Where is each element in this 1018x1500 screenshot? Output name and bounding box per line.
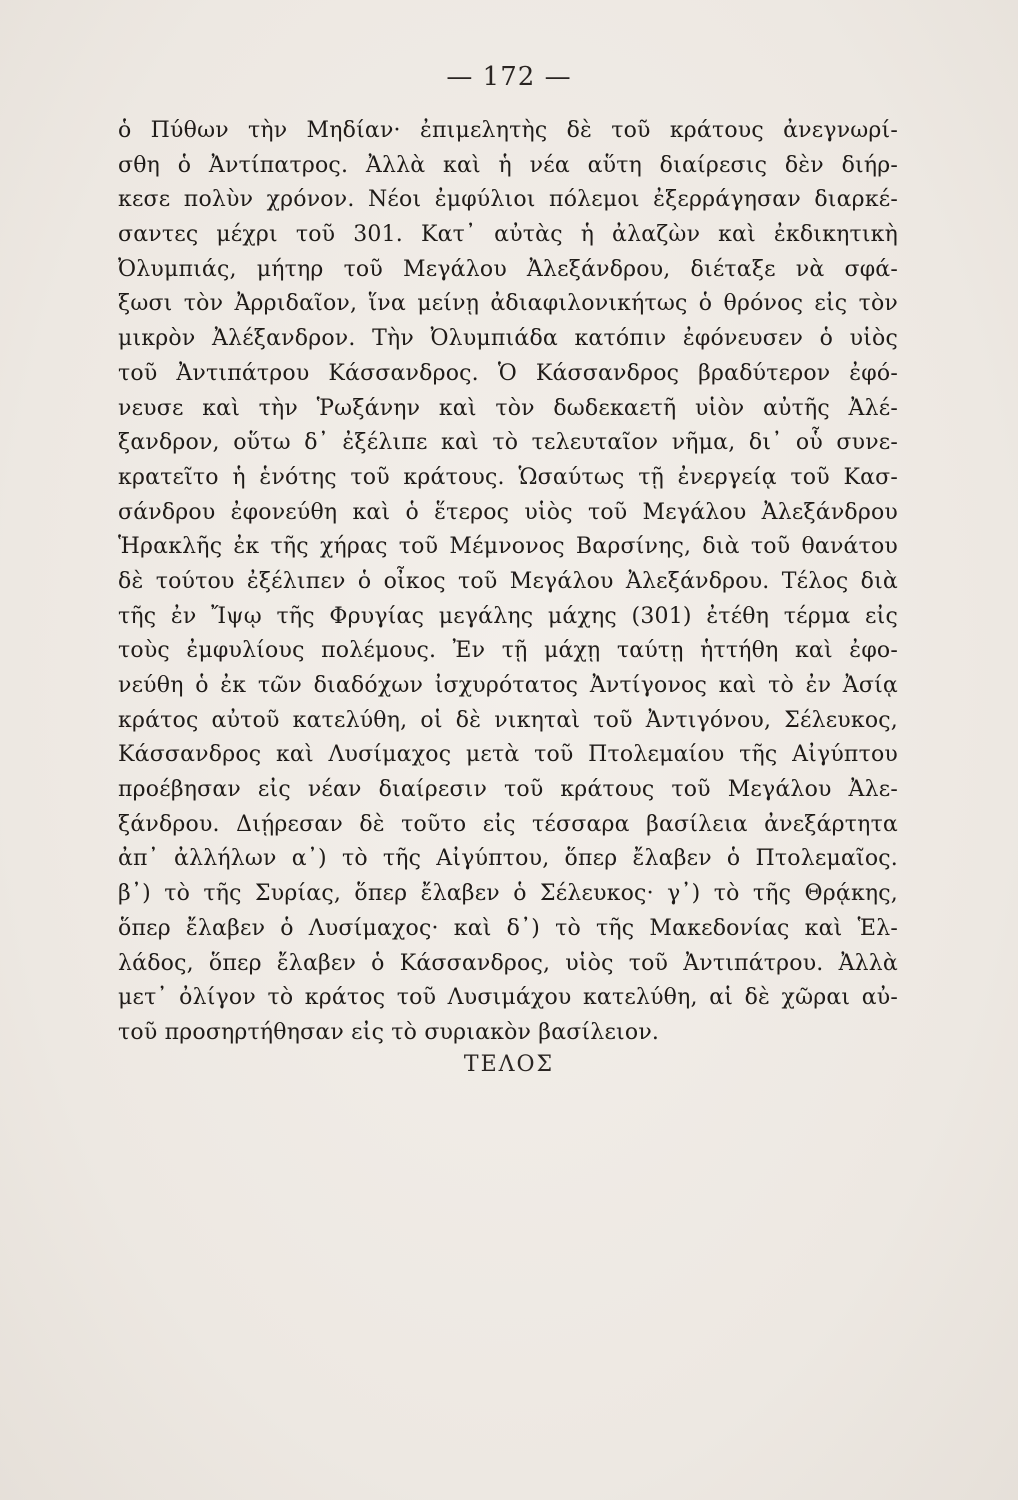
text-line: τῆς ἐν Ἴψῳ τῆς Φρυγίας μεγάλης μάχης (301) ἐτέθη τέρμα εἰς	[118, 603, 898, 629]
text-line: νεύθη ὁ ἐκ τῶν διαδόχων ἰσχυρότατος Ἀντίγονος καὶ τὸ ἐν Ἀσίᾳ	[118, 673, 898, 698]
text-line: Ὀλυμπιάς, μήτηρ τοῦ Μεγάλου Ἀλεξάνδρου, διέταξε νὰ σφά-	[118, 256, 898, 282]
text-line-last: τοῦ προσηρτήθησαν εἰς τὸ συριακὸν βασίλειον.	[118, 1019, 660, 1045]
text-line: κράτος αὐτοῦ κατελύθη, οἱ δὲ νικηταὶ τοῦ Ἀντιγόνου, Σέλευκος,	[118, 707, 898, 733]
text-line: ἀπ᾽ ἀλλήλων α᾽) τὸ τῆς Αἰγύπτου, ὅπερ ἔλαβεν ὁ Πτολεμαῖος.	[118, 846, 898, 872]
text-line: μικρὸν Ἀλέξανδρον. Τὴν Ὀλυμπιάδα κατόπιν ἐφόνευσεν ὁ υἱὸς	[118, 326, 898, 352]
text-line: προέβησαν εἰς νέαν διαίρεσιν τοῦ κράτους τοῦ Μεγάλου Ἀλε-	[118, 777, 898, 803]
text-line: ξωσι τὸν Ἀρριδαῖον, ἵνα μείνῃ ἀδιαφιλονικήτως ὁ θρόνος εἰς τὸν	[118, 291, 898, 317]
text-line: Ἡρακλῆς ἐκ τῆς χήρας τοῦ Μέμνονος Βαρσίνης, διὰ τοῦ θανάτου	[118, 534, 898, 560]
end-title: ΤΕΛΟΣ	[463, 1052, 555, 1077]
text-line: ὅπερ ἔλαβεν ὁ Λυσίμαχος· καὶ δ᾽) τὸ τῆς Μακεδονίας καὶ Ἑλ-	[118, 915, 898, 941]
text-line: β᾽) τὸ τῆς Συρίας, ὅπερ ἔλαβεν ὁ Σέλευκος· γ᾽) τὸ τῆς Θρᾴκης,	[118, 881, 898, 907]
text-line: ξανδρον, οὕτω δ᾽ ἐξέλιπε καὶ τὸ τελευταῖον νῆμα, δι᾽ οὗ συνε-	[118, 430, 898, 456]
text-line: Κάσσανδρος καὶ Λυσίμαχος μετὰ τοῦ Πτολεμαίου τῆς Αἰγύπτου	[118, 742, 898, 768]
text-line: μετ᾽ ὀλίγον τὸ κράτος τοῦ Λυσιμάχου κατελύθη, αἱ δὲ χῶραι αὐ-	[118, 985, 898, 1011]
text-line: δὲ τούτου ἐξέλιπεν ὁ οἶκος τοῦ Μεγάλου Ἀλεξάνδρου. Τέλος διὰ	[118, 568, 898, 594]
text-line: σθη ὁ Ἀντίπατρος. Ἀλλὰ καὶ ἡ νέα αὕτη διαίρεσις δὲν διήρ-	[118, 152, 898, 178]
body-text	[118, 114, 898, 1051]
page-number: — 172 —	[446, 62, 572, 92]
text-line: λάδος, ὅπερ ἔλαβεν ὁ Κάσσανδρος, υἱὸς τοῦ Ἀντιπάτρου. Ἀλλὰ	[118, 950, 898, 976]
text-line: τοὺς ἐμφυλίους πολέμους. Ἐν τῇ μάχῃ ταύτῃ ἡττήθη καὶ ἐφο-	[118, 638, 898, 664]
text-line: τοῦ Ἀντιπάτρου Κάσσανδρος. Ὁ Κάσσανδρος βραδύτερον ἐφό-	[118, 360, 898, 386]
text-line: νευσε καὶ τὴν Ῥωξάνην καὶ τὸν δωδεκαετῆ υἱὸν αὐτῆς Ἀλέ-	[118, 395, 898, 421]
text-line: κρατεῖτο ἡ ἑνότης τοῦ κράτους. Ὡσαύτως τῇ ἐνεργείᾳ τοῦ Κασ-	[118, 464, 898, 490]
text-line: κεσε πολὺν χρόνον. Νέοι ἐμφύλιοι πόλεμοι ἐξερράγησαν διαρκέ-	[118, 187, 898, 213]
text-line: ξάνδρου. Διῄρεσαν δὲ τοῦτο εἰς τέσσαρα βασίλεια ἀνεξάρτητα	[118, 811, 898, 837]
text-line: σαντες μέχρι τοῦ 301. Κατ᾽ αὐτὰς ἡ ἀλαζὼν καὶ ἐκδικητικὴ	[118, 222, 898, 248]
text-line: σάνδρου ἐφονεύθη καὶ ὁ ἕτερος υἱὸς τοῦ Μεγάλου Ἀλεξάνδρου	[118, 499, 898, 525]
text-line: ὁ Πύθων τὴν Μηδίαν· ἐπιμελητὴς δὲ τοῦ κράτους ἀνεγνωρί-	[118, 118, 898, 143]
